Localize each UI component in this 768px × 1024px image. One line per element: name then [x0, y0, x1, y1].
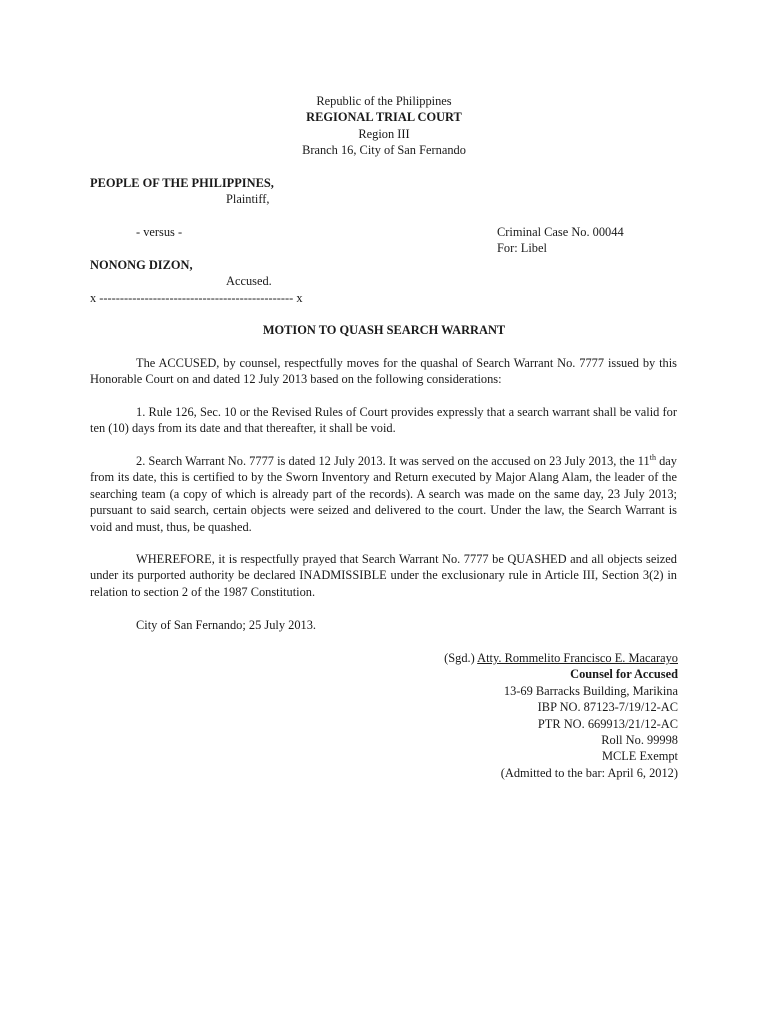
place-date: City of San Fernando; 25 July 2013.	[136, 618, 317, 632]
mcle-status: MCLE Exempt	[601, 749, 678, 763]
roll-number: Roll No. 99998	[601, 733, 678, 747]
counsel-address: 13-69 Barracks Building, Marikina	[503, 684, 678, 698]
ptr-number: PTR NO. 669913/21/12-AC	[537, 717, 678, 731]
point-two-text-a: 2. Search Warrant No. 7777 is dated 12 July 2013. It was served on the accused on 23 July 2013, the 11	[136, 454, 650, 468]
case-offense: For: Libel	[497, 241, 547, 255]
sgd-label: (Sgd.)	[444, 651, 478, 665]
versus-label: - versus -	[136, 225, 183, 239]
caption-branch: Branch 16, City of San Fernando	[302, 143, 466, 157]
caption-republic: Republic of the Philippines	[316, 94, 452, 108]
counsel-role: Counsel for Accused	[570, 667, 678, 681]
bar-admission: (Admitted to the bar: April 6, 2012)	[500, 766, 678, 780]
point-one-paragraph: 1. Rule 126, Sec. 10 or the Revised Rules of Court provides expressly that a search warrant shall be valid for ten (10) days from its date and that thereafter, it shall be void.	[90, 405, 677, 436]
accused-name: NONONG DIZON,	[90, 258, 193, 272]
caption-divider: x ----------------------------------------------- x	[90, 291, 303, 305]
caption-court: REGIONAL TRIAL COURT	[306, 110, 462, 124]
case-number: Criminal Case No. 00044	[497, 225, 624, 239]
caption-region: Region III	[358, 127, 410, 141]
intro-paragraph: The ACCUSED, by counsel, respectfully moves for the quashal of Search Warrant No. 7777 issued by this Honorable Court on and dated 12 July 2013 based on the following considerations:	[90, 356, 677, 387]
attorney-name: Atty. Rommelito Francisco E. Macarayo	[477, 651, 678, 665]
accused-role: Accused.	[226, 274, 272, 288]
point-two-text-b: day from its date, this is certified to by the Sworn Inventory and Return executed by Major Alang Alam, the leader of the searching team (a copy of which is already part of the records). A search was made on the same day, 23 July 2013; pursuant to said search, certain objects were seized and delivered to the court. Under the law, the Search Warrant is void and must, thus, be quashed.	[90, 454, 677, 534]
point-two-paragraph	[90, 453, 677, 535]
document-title: MOTION TO QUASH SEARCH WARRANT	[262, 323, 506, 337]
ibp-number: IBP NO. 87123-7/19/12-AC	[537, 700, 678, 714]
signature-line	[444, 650, 678, 666]
prayer-paragraph: WHEREFORE, it is respectfully prayed that Search Warrant No. 7777 be QUASHED and all objects seized under its purported authority be declared INADMISSIBLE under the exclusionary rule in Article III, Section 3(2) in relation to section 2 of the 1987 Constitution.	[90, 552, 677, 599]
ordinal-suffix: th	[649, 452, 656, 462]
plaintiff-role: Plaintiff,	[226, 192, 270, 206]
plaintiff-name: PEOPLE OF THE PHILIPPINES,	[90, 176, 274, 190]
